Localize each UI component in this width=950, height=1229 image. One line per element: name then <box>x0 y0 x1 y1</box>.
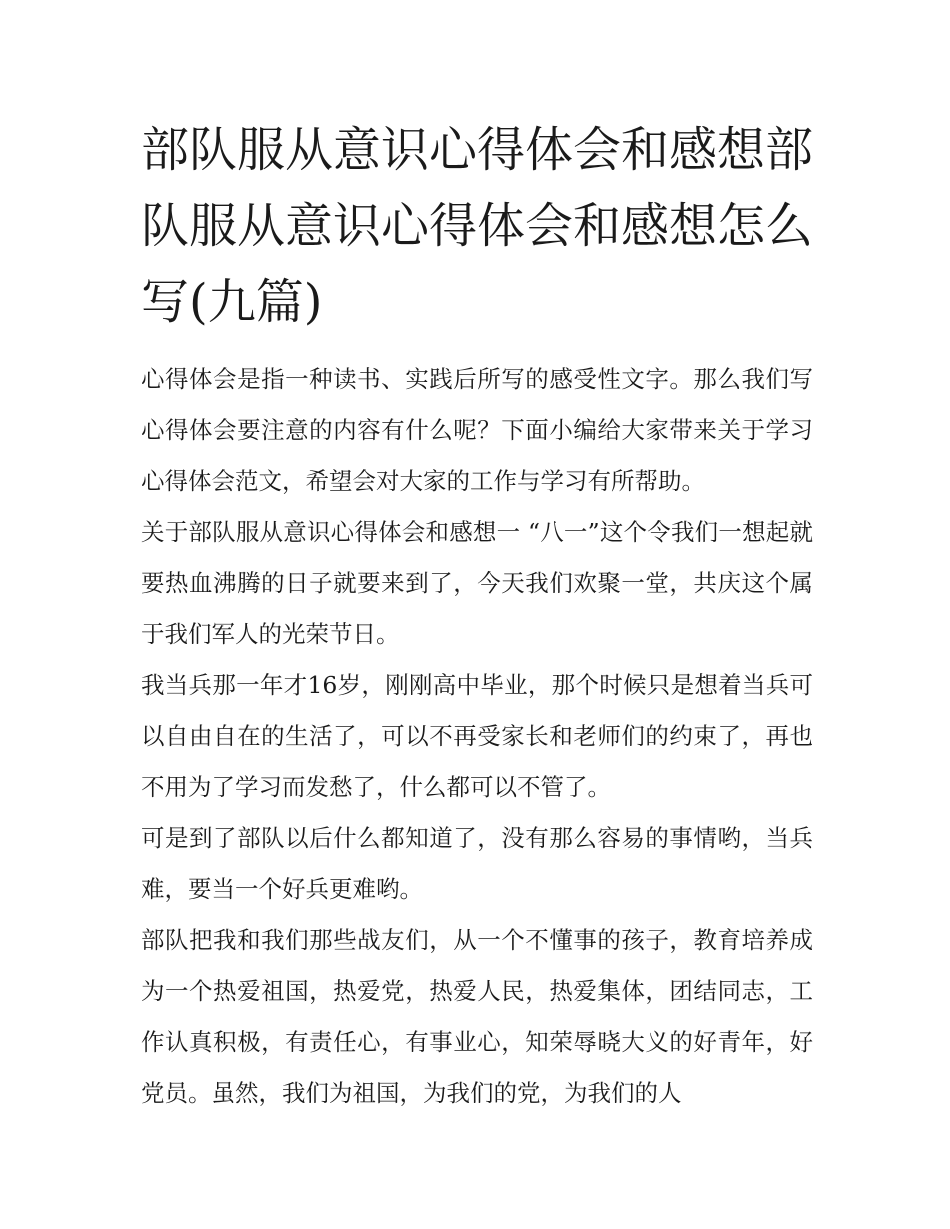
paragraph-4: 部队把我和我们那些战友们，从一个不懂事的孩子，教育培养成为一个热爱祖国，热爱党，热爱人民，热爱集体，团结同志，工作认真积极，有责任心，有事业心，知荣辱晓大义的好青年，好党员。虽然，我们为祖国，为我们的党，为我们的人 <box>141 926 813 1107</box>
document-page <box>141 112 813 1119</box>
document-title: 部队服从意识心得体会和感想部队服从意识心得体会和感想怎么写(九篇) <box>141 122 814 330</box>
paragraph-2: 我当兵那一年才16岁，刚刚高中毕业，那个时候只是想着当兵可以自由自在的生活了，可以不再受家长和老师们的约束了，再也不用为了学习而发愁了，什么都可以不管了。 <box>141 671 813 801</box>
paragraph-1: 关于部队服从意识心得体会和感想一 “八一”这个令我们一想起就要热血沸腾的日子就要来到了，今天我们欢聚一堂，共庆这个属于我们军人的光荣节日。 <box>141 518 813 648</box>
paragraph-3: 可是到了部队以后什么都知道了，没有那么容易的事情哟，当兵难，要当一个好兵更难哟。 <box>141 824 813 903</box>
paragraph-intro: 心得体会是指一种读书、实践后所写的感受性文字。那么我们写心得体会要注意的内容有什么呢？下面小编给大家带来关于学习心得体会范文，希望会对大家的工作与学习有所帮助。 <box>141 365 813 495</box>
